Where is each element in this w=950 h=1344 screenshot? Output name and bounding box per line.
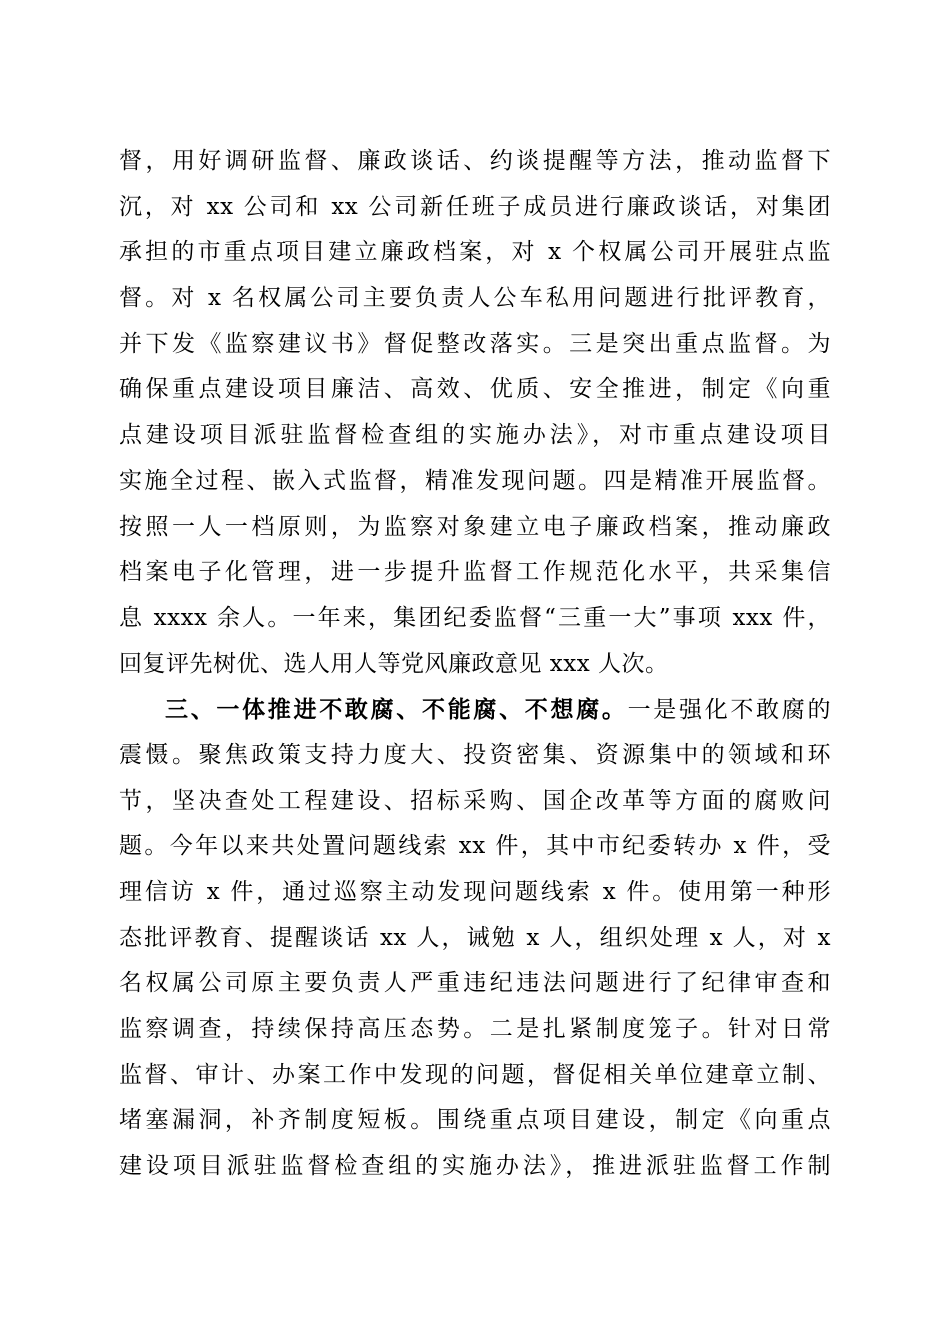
text-line: 节，坚决查处工程建设、招标采购、国企改革等方面的腐败问: [119, 787, 831, 814]
text-line: 按照一人一档原则，为监察对象建立电子廉政档案，推动廉政: [119, 513, 831, 540]
text-line: 实施全过程、嵌入式监督，精准发现问题。四是精准开展监督。: [119, 467, 831, 494]
text-line: 督，用好调研监督、廉政谈话、约谈提醒等方法，推动监督下: [119, 148, 831, 174]
document-body: [119, 139, 831, 1190]
text-line: 点建设项目派驻监督检查组的实施办法》，对市重点建设项目: [119, 422, 831, 449]
text-line: 档案电子化管理，进一步提升监督工作规范化水平，共采集信: [119, 559, 831, 586]
text-line: 确保重点建设项目廉洁、高效、优质、安全推进，制定《向重: [119, 376, 831, 403]
text-line: 回复评先树优、选人用人等党风廉政意见 xxx 人次。: [119, 650, 669, 677]
text-line: 理信访 x 件，通过巡察主动发现问题线索 x 件。使用第一种形: [119, 879, 831, 905]
text-line: 名权属公司原主要负责人严重违纪违法问题进行了纪律审查和: [119, 970, 831, 997]
section-3-heading: 三、一体推进不敢腐、不能腐、不想腐。: [165, 696, 628, 724]
text-line: 督。对 x 名权属公司主要负责人公车私用问题进行批评教育，: [119, 285, 831, 312]
text-line: 监督、审计、办案工作中发现的问题，督促相关单位建章立制、: [119, 1061, 831, 1088]
text-line: 堵塞漏洞，补齐制度短板。围绕重点项目建设，制定《向重点: [119, 1107, 831, 1134]
text-line: 建设项目派驻监督检查组的实施办法》，推进派驻监督工作制: [119, 1153, 831, 1180]
text-line: 题。今年以来共处置问题线索 xx 件，其中市纪委转办 x 件，受: [119, 833, 831, 860]
text-line: 震慑。聚焦政策支持力度大、投资密集、资源集中的领域和环: [119, 741, 831, 768]
text-line: 息 xxxx 余人。一年来，集团纪委监督“三重一大”事项 xxx 件，: [119, 604, 831, 631]
text-line: 态批评教育、提醒谈话 xx 人，诫勉 x 人，组织处理 x 人，对 x: [119, 924, 831, 951]
text-line: 并下发《监察建议书》督促整改落实。三是突出重点监督。为: [119, 330, 831, 357]
text-line: 承担的市重点项目建立廉政档案，对 x 个权属公司开展驻点监: [119, 239, 831, 266]
section-3-first-line-rest: 一是强化不敢腐的: [627, 697, 832, 724]
text-line: 沉，对 xx 公司和 xx 公司新任班子成员进行廉政谈话，对集团: [119, 193, 831, 220]
section-3-first-line: [119, 687, 831, 733]
text-line: 监察调查，持续保持高压态势。二是扎紧制度笼子。针对日常: [119, 1016, 831, 1043]
